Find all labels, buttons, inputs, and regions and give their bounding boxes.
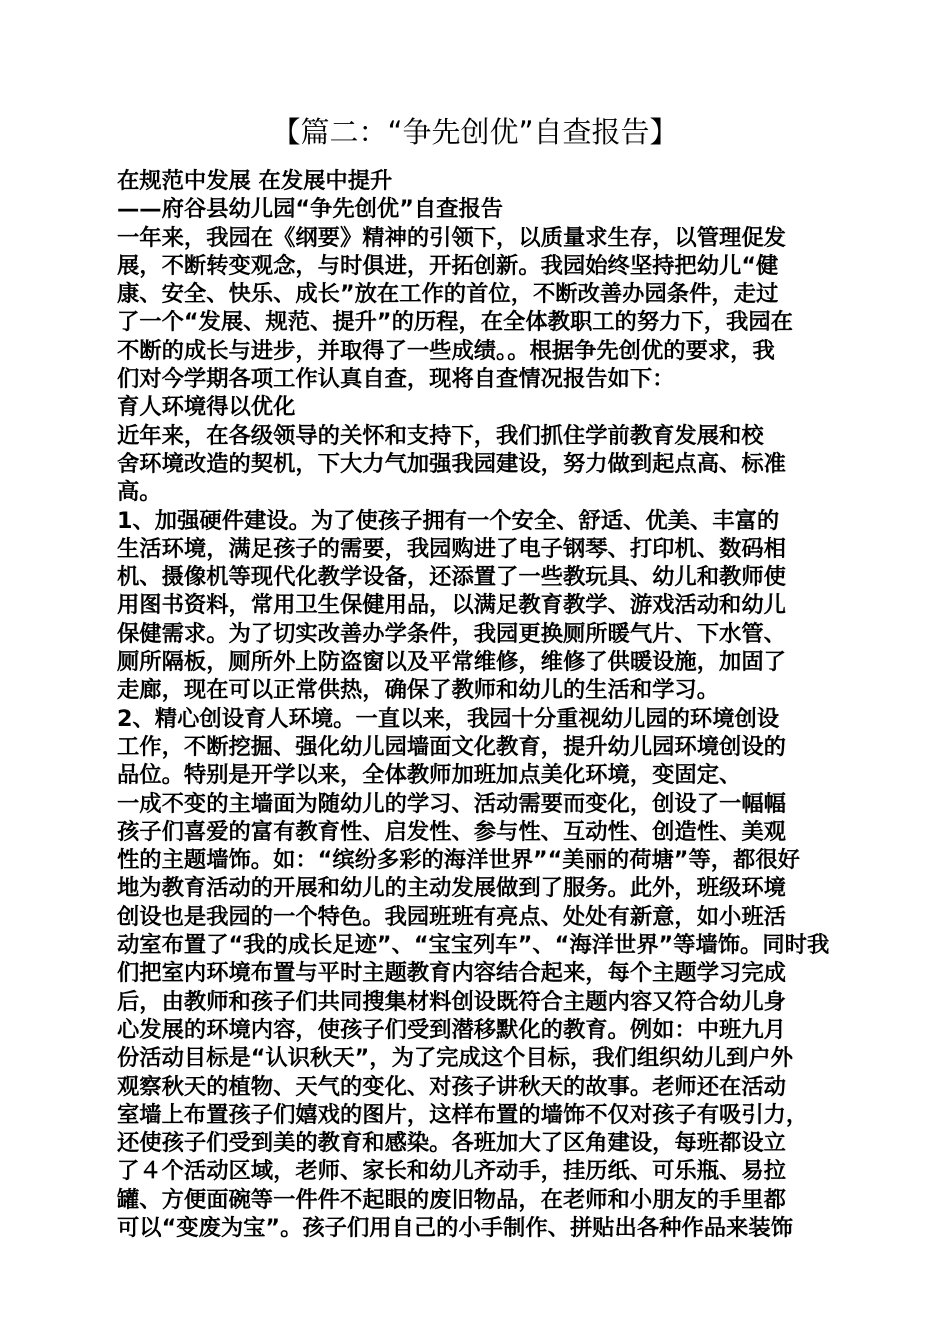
text-line: 地为教育活动的开展和幼儿的主动发展做到了服务。此外，班级环境 — [117, 875, 786, 902]
text-line: 了一个“发展、规范、提升”的历程，在全体教职工的努力下，我园在 — [117, 309, 793, 336]
text-line: 心发展的环境内容，使孩子们受到潜移默化的教育。例如：中班九月 — [117, 1016, 786, 1043]
text-line: 创设也是我园的一个特色。我园班班有亮点、处处有新意，如小班活 — [117, 903, 786, 930]
text-line: 们把室内环境布置与平时主题教育内容结合起来，每个主题学习完成 — [117, 960, 786, 987]
text-line: 走廊，现在可以正常供热，确保了教师和幼儿的生活和学习。 — [117, 677, 720, 704]
text-line: 近年来，在各级领导的关怀和支持下，我们抓住学前教育发展和校 — [117, 422, 764, 449]
text-line: 还使孩子们受到美的教育和感染。各班加大了区角建设，每班都设立 — [117, 1130, 786, 1157]
text-line: 后，由教师和孩子们共同搜集材料创设既符合主题内容又符合幼儿身 — [117, 988, 786, 1015]
document-title: 【篇二：“争先创优”自查报告】 — [271, 115, 679, 149]
text-line: 舍环境改造的契机，下大力气加强我园建设，努力做到起点高、标准 — [117, 450, 786, 477]
text-line: 们对今学期各项工作认真自查，现将自查情况报告如下： — [117, 366, 675, 393]
text-line: 性的主题墙饰。如：“缤纷多彩的海洋世界”“美丽的荷塘”等，都很好 — [117, 847, 800, 874]
text-line: 份活动目标是“认识秋天”，为了完成这个目标，我们组织幼儿到户外 — [117, 1045, 793, 1072]
text-line: 观察秋天的植物、天气的变化、对孩子讲秋天的故事。老师还在活动 — [117, 1073, 786, 1100]
text-line: 展，不断转变观念，与时俱进，开拓创新。我园始终坚持把幼儿“健 — [117, 252, 779, 279]
text-line: 康、安全、快乐、成长”放在工作的首位，不断改善办园条件，走过 — [117, 281, 779, 308]
text-line: 2、精心创设育人环境。一直以来，我园十分重视幼儿园的环境创设 — [117, 705, 780, 732]
text-line: 可以“变废为宝”。孩子们用自己的小手制作、拼贴出各种作品来装饰 — [117, 1214, 793, 1241]
text-line: 机、摄像机等现代化教学设备，还添置了一些教玩具、幼儿和教师使 — [117, 564, 786, 591]
text-line: 1、加强硬件建设。为了使孩子拥有一个安全、舒适、优美、丰富的 — [117, 507, 780, 534]
text-line: 品位。特别是开学以来，全体教师加班加点美化环境，变固定、 — [117, 762, 742, 789]
document-body — [117, 167, 833, 1242]
text-line: 一年来，我园在《纲要》精神的引领下，以质量求生存，以管理促发 — [117, 224, 786, 251]
text-line: 了４个活动区域，老师、家长和幼儿齐动手，挂历纸、可乐瓶、易拉 — [117, 1158, 786, 1185]
text-line: 工作，不断挖掘、强化幼儿园墙面文化教育，提升幼儿园环境创设的 — [117, 733, 786, 760]
text-line: 室墙上布置孩子们嬉戏的图片，这样布置的墙饰不仅对孩子有吸引力， — [117, 1101, 809, 1128]
text-line: ——府谷县幼儿园“争先创优”自查报告 — [117, 196, 504, 223]
text-line: 不断的成长与进步，并取得了一些成绩。。根据争先创优的要求，我 — [117, 337, 775, 364]
text-line: 高。 — [117, 479, 162, 506]
text-line: 厕所隔板，厕所外上防盗窗以及平常维修，维修了供暖设施，加固了 — [117, 649, 786, 676]
text-line: 一成不变的主墙面为随幼儿的学习、活动需要而变化，创设了一幅幅 — [117, 790, 786, 817]
text-line: 在规范中发展 在发展中提升 — [117, 168, 393, 194]
text-line: 生活环境，满足孩子的需要，我园购进了电子钢琴、打印机、数码相 — [117, 535, 786, 562]
text-line: 孩子们喜爱的富有教育性、启发性、参与性、互动性、创造性、美观 — [117, 818, 786, 845]
text-line: 罐、方便面碗等一件件不起眼的废旧物品，在老师和小朋友的手里都 — [117, 1186, 786, 1213]
text-line: 保健需求。为了切实改善办学条件，我园更换厕所暖气片、下水管、 — [117, 620, 786, 647]
text-line: 用图书资料，常用卫生保健用品，以满足教育教学、游戏活动和幼儿 — [117, 592, 786, 619]
section-heading: 育人环境得以优化 — [117, 394, 296, 421]
text-line: 动室布置了“我的成长足迹”、“宝宝列车”、“海洋世界”等墙饰。同时我 — [117, 932, 830, 959]
